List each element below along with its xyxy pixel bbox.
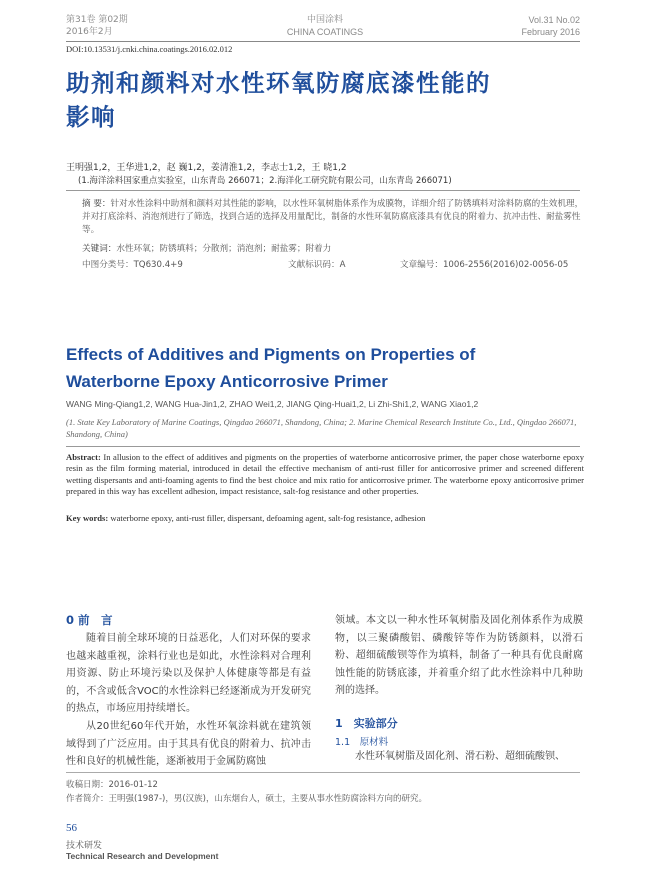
keywords-en-label: Key words: [66, 513, 109, 523]
abstract-cn [82, 198, 587, 237]
doi: DOI:10.13531/j.cnki.china.coatings.2016.02.012 [66, 44, 233, 54]
author-bio: 作者简介：王明强(1987-)，男(汉族)，山东烟台人，硕士，主要从事水性防腐涂料方向的研究。 [66, 794, 427, 804]
column-name-cn: 技术研发 [66, 841, 103, 851]
article-number: 文章编号：1006-2556(2016)02-0056-05 [400, 260, 569, 270]
abstract-en-label: Abstract: [66, 452, 101, 462]
abstract-en-text: In allusion to the effect of additives and pigments on the properties of waterborne anticorrosive primer, the paper chose waterborne epoxy resin as the film forming material, introduced in detail the effective mechanism of anti-rust filler for anticorrosive primer and screened different wetting dispersants and anti-foaming agents to find the best choice and mix ratio for anticorrosive primer. The waterborne epoxy anticorrosive primer prepared in this way has excellent adhesion, impact resistance, salt-fog resistance and other properties. [66, 452, 584, 497]
abstract-en [66, 452, 584, 498]
header-journal-en: CHINA COATINGS [286, 27, 364, 37]
authors-rule [66, 190, 580, 191]
title-cn-line1: 助剂和颜料对水性环氧防腐底漆性能的 [66, 69, 491, 97]
received-date: 收稿日期：2016-01-12 [66, 780, 158, 790]
keywords-cn-label: 关键词： [82, 244, 117, 254]
header-volume-cn: 第31卷 第02期 [66, 15, 128, 25]
affiliation-en: (1. State Key Laboratory of Marine Coatings, Qingdao 266071, Shandong, China; 2. Marine Chemical Research Institute Co., Ltd., Qingdao 266071, Shandong, China) [66, 417, 577, 439]
authors-cn: 王明强1,2，王华进1,2，赵 巍1,2，姜清淮1,2，李志士1,2，王 晓1,2 [66, 163, 347, 173]
header-date-cn: 2016年2月 [66, 27, 113, 37]
affiliation-cn: (1.海洋涂料国家重点实验室，山东青岛 266071；2.海洋化工研究院有限公司，山东青岛 266071) [78, 176, 452, 186]
english-rule [66, 446, 580, 447]
title-en-line2: Waterborne Epoxy Anticorrosive Primer [66, 372, 388, 391]
page-number: 56 [66, 822, 77, 834]
header-journal-cn: 中国涂料 [306, 15, 343, 25]
authors-en: WANG Ming-Qiang1,2, WANG Hua-Jin1,2, ZHAO Wei1,2, JIANG Qing-Huai1,2, Li Zhi-Shi1,2, WANG Xiao1,2 [66, 399, 479, 409]
keywords-cn-text: 水性环氧；防锈填料；分散剂；消泡剂；耐盐雾；附着力 [116, 244, 332, 254]
right-column-paragraph: 领域。本文以一种水性环氧树脂及固化剂体系作为成膜物，以三聚磷酸铝、磷酸锌等作为防锈颜料，以滑石粉、超细硫酸钡等作为填料，制备了一种具有优良耐腐蚀性能的防锈底漆，并着重介绍了此水性涂料中几种助剂的选择。 [335, 615, 583, 696]
section-0-paragraph-1: 随着目前全球环境的日益恶化，人们对环保的要求也越来越重视，涂料行业也是如此，水性涂料对合理利用资源、防止环境污染以及保护人体健康等都是有益的，不含或低含VOC的水性涂料已经逐渐成为开发研究的热点，市场应用持续增长。 [66, 633, 311, 714]
keywords-cn [82, 242, 587, 254]
header-volume-en: Vol.31 No.02 [528, 15, 580, 25]
header-date-en: February 2016 [521, 27, 580, 37]
clc-number: 中图分类号：TQ630.4+9 [82, 260, 183, 270]
section-0-paragraph-2: 从20世纪60年代开始，水性环氧涂料就在建筑领域得到了广泛应用。由于其具有优良的附着力、抗冲击性和良好的机械性能，逐渐被用于金属防腐蚀 [66, 721, 311, 767]
keywords-en [66, 513, 584, 524]
section-1-1-heading: 1.1 原材料 [335, 737, 389, 748]
section-0-heading: 0 前 言 [66, 613, 113, 627]
column-name-en: Technical Research and Development [66, 851, 219, 861]
keywords-en-text: waterborne epoxy, anti-rust filler, dispersant, defoaming agent, salt-fog resistance, adhesion [110, 513, 426, 523]
section-1-heading: 1 实验部分 [335, 717, 398, 730]
title-en-line1: Effects of Additives and Pigments on Properties of [66, 345, 476, 364]
right-column-paragraph-2: 水性环氧树脂及固化剂、滑石粉、超细硫酸钡、 [355, 751, 565, 762]
footnote-rule [66, 772, 580, 773]
header-rule [66, 41, 580, 42]
document-code: 文献标识码：A [288, 260, 346, 270]
abstract-cn-label: 摘 要： [82, 199, 111, 209]
abstract-cn-text: 针对水性涂料中助剂和颜料对其性能的影响，以水性环氧树脂体系作为成膜物，详细介绍了防锈填料对涂料防腐的生效机理，并对打底涂料、消泡剂进行了筛选，找到合适的选择及用量配比，制备的水性环氧防腐底漆具有优良的附着力、抗冲击性、耐盐雾性等。 [82, 199, 584, 235]
title-cn-line2: 影响 [66, 103, 116, 131]
